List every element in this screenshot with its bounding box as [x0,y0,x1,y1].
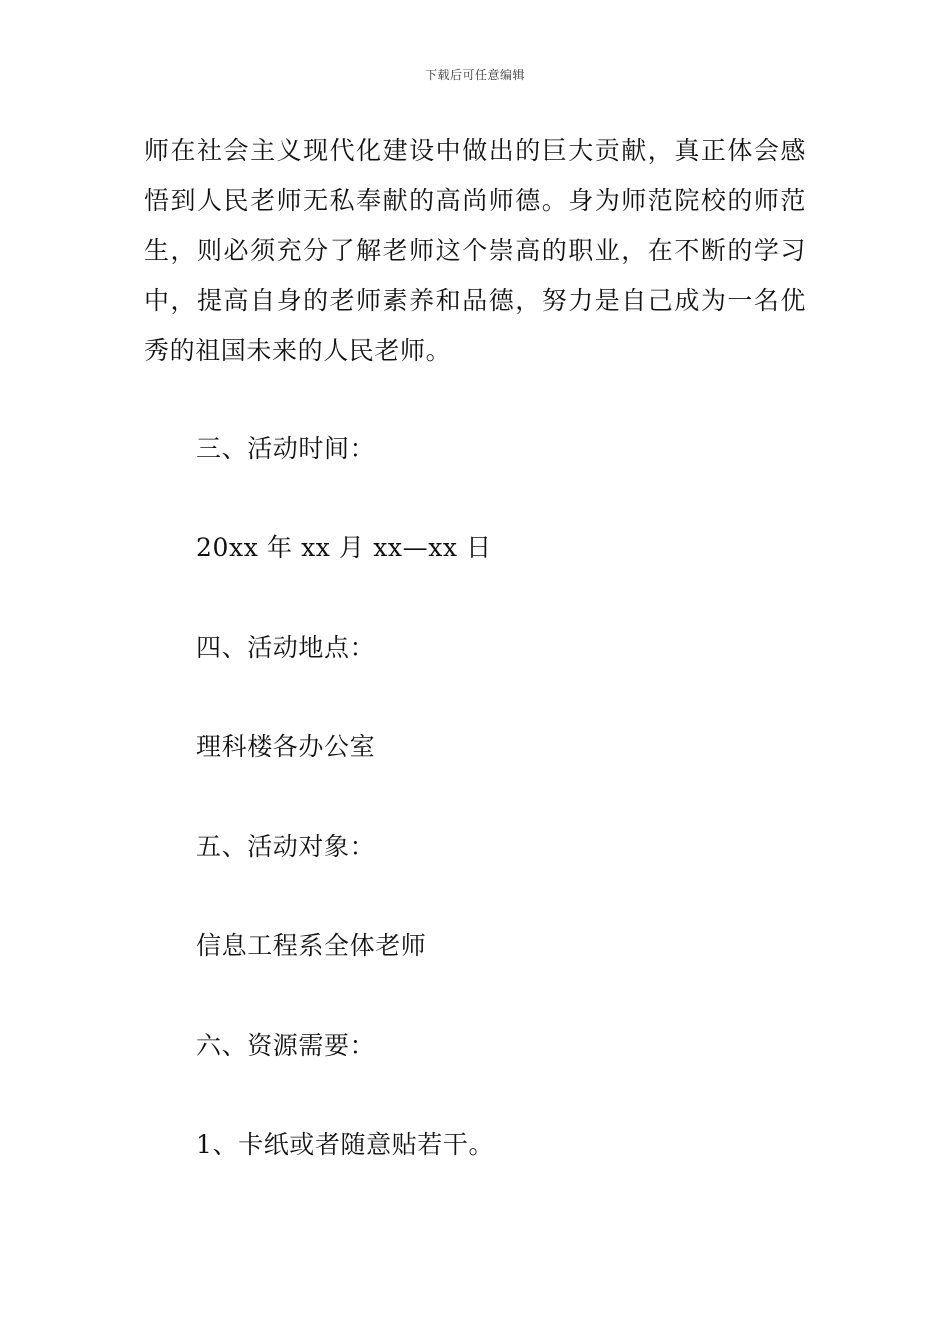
section-content-time: 20xx 年 xx 月 xx—xx 日 [196,533,492,562]
section-content-audience: 信息工程系全体老师 [196,931,427,960]
section-heading-audience: 五、活动对象： [196,832,376,861]
section-content-resources: 1、卡纸或者随意贴若干。 [196,1130,495,1159]
intro-paragraph: 师在社会主义现代化建设中做出的巨大贡献，真正体会感悟到人民老师无私奉献的高尚师德。身为师范院校的师范生，则必须充分了解老师这个崇高的职业，在不断的学习中，提高自身的老师素养和品德，努力是自己成为一名优秀的祖国未来的人民老师。 [144,136,806,365]
header-note: 下载后可任意编辑 [424,68,525,82]
section-heading-time: 三、活动时间： [196,434,376,463]
section-heading-resources: 六、资源需要： [196,1031,376,1060]
section-heading-location: 四、活动地点： [196,633,376,662]
section-content-location: 理科楼各办公室 [196,732,376,761]
